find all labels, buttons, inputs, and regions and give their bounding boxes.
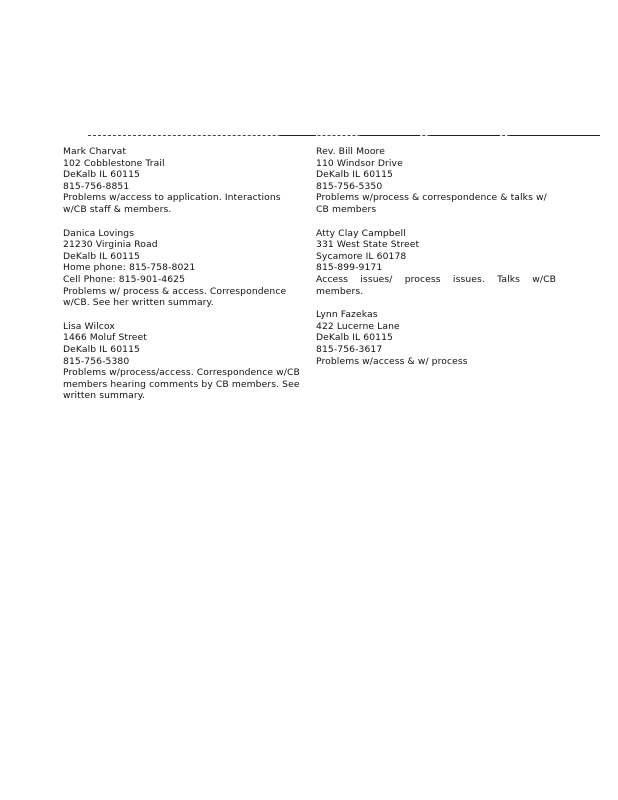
contact-address: 1466 Moluf Street: [63, 332, 147, 344]
contact-name: Atty Clay Campbell: [316, 227, 406, 239]
contact-note: Problems w/process & correspondence & talks w/ CB members: [316, 192, 547, 215]
contact-phone: 815-756-3617: [316, 343, 383, 355]
contact-note: Problems w/access to application. Interactions w/CB staff & members.: [63, 192, 281, 215]
contact-note: Problems w/access & w/ process: [316, 355, 468, 367]
contact-entry: [316, 309, 556, 367]
header-rule-segment: [360, 135, 420, 136]
contact-city: DeKalb IL 60115: [63, 250, 141, 262]
header-rule-segment: [430, 135, 500, 136]
contact-city: DeKalb IL 60115: [316, 169, 394, 181]
contact-entry: [63, 228, 301, 309]
contact-city: Sycamore IL 60178: [316, 250, 407, 262]
contact-address: 21230 Virginia Road: [63, 239, 158, 251]
contact-phone: 815-899-9171: [316, 262, 383, 274]
header-rule-segment: [510, 135, 600, 136]
contact-phone: 815-756-5380: [63, 355, 130, 367]
contact-address: 331 West State Street: [316, 239, 420, 251]
contact-entry: [63, 146, 301, 216]
contact-home-phone: Home phone: 815-758-8021: [63, 262, 196, 274]
contact-entry: [316, 146, 556, 216]
contact-name: Lynn Fazekas: [316, 309, 378, 321]
contacts-right-column: [316, 146, 556, 379]
contact-address: 110 Windsor Drive: [316, 157, 403, 169]
contact-phone: 815-756-8851: [63, 180, 130, 192]
contact-note: Problems w/process/access. Correspondence w/CB members hearing comments by CB members. See written summary.: [63, 367, 300, 402]
contacts-left-column: [63, 146, 301, 414]
contact-name: Lisa Wilcox: [63, 320, 115, 332]
contact-cell-phone: Cell Phone: 815-901-4625: [63, 273, 186, 285]
contact-note: Access issues/ process issues. Talks w/CB members.: [316, 273, 556, 297]
contact-name: Rev. Bill Moore: [316, 146, 385, 157]
contact-phone: 815-756-5350: [316, 180, 383, 192]
contact-note: Problems w/ process & access. Correspondence w/CB. See her written summary.: [63, 285, 287, 309]
contact-entry: [63, 321, 301, 402]
contact-name: Mark Charvat: [63, 146, 127, 157]
contact-city: DeKalb IL 60115: [316, 332, 394, 344]
contact-city: DeKalb IL 60115: [63, 169, 141, 181]
contact-entry: [316, 228, 556, 298]
contact-address: 422 Lucerne Lane: [316, 320, 400, 332]
header-rule-segment: [280, 135, 316, 136]
contact-address: 102 Cobblestone Trail: [63, 157, 165, 169]
contact-city: DeKalb IL 60115: [63, 343, 141, 355]
contact-name: Danica Lovings: [63, 227, 135, 239]
